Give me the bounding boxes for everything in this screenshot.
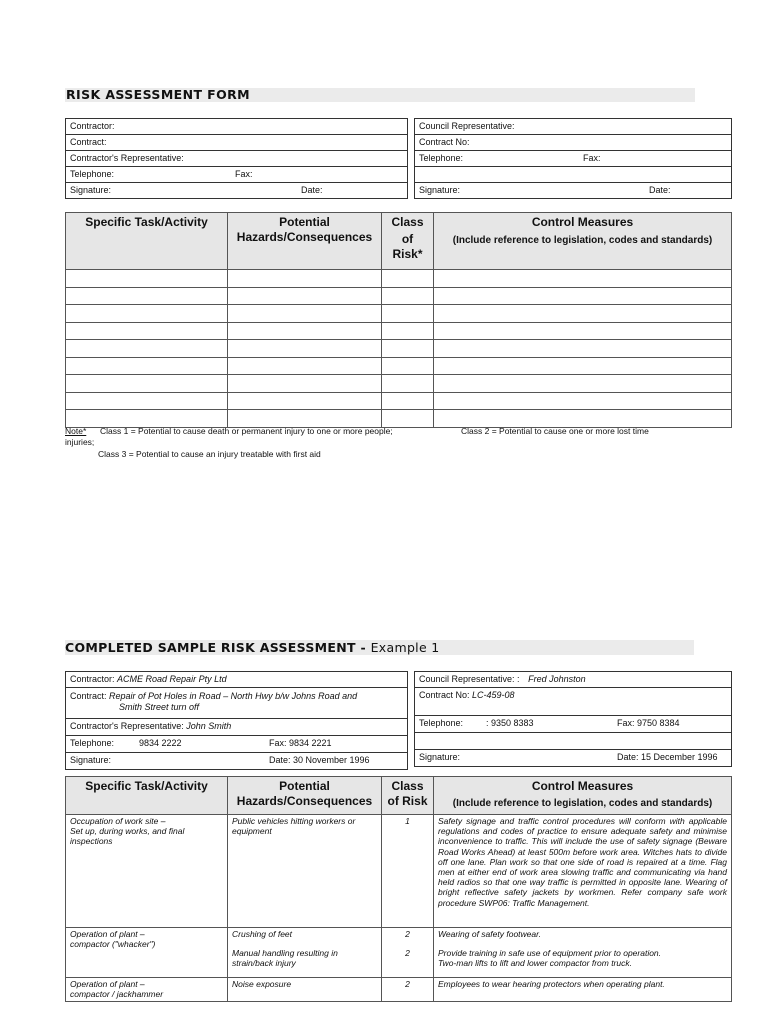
contract-field[interactable]	[66, 135, 408, 151]
task-cell[interactable]	[66, 287, 228, 305]
task-line1: Operation of plant –	[70, 929, 145, 939]
table-row	[66, 928, 732, 978]
hazard-cell[interactable]	[228, 270, 382, 288]
sample-rep-field[interactable]	[66, 719, 408, 736]
sample-signature-label: Signature:	[70, 755, 112, 765]
sample-telephone-field[interactable]	[66, 736, 408, 753]
table-row	[66, 815, 732, 928]
sample-header-control: Control Measures (Include reference to legislation, codes and standards)	[434, 777, 732, 815]
sample-contractor-field[interactable]	[66, 672, 408, 688]
control-text-2a: Provide training in safe use of equipment prior to operation.	[438, 948, 662, 959]
sample-council-value: Fred Johnston	[528, 674, 586, 684]
control-text-2b: Two-man lifts to lift and lower compactor from truck.	[438, 958, 632, 969]
sample-contract-value-2: Smith Street turn off	[119, 702, 200, 712]
risk-class-note	[65, 426, 735, 460]
hazard-cell[interactable]	[228, 340, 382, 358]
task-line1: Operation of plant –	[70, 979, 145, 989]
hazard-text-2: Manual handling resulting in strain/back injury	[232, 948, 338, 969]
sample-contractor-table	[65, 671, 408, 770]
council-rep-label: Council Representative:	[419, 121, 515, 131]
sample-contract-value-1: Repair of Pot Holes in Road – North Hwy b/w Johns Road and	[109, 691, 358, 701]
sample-contract-no-label: Contract No:	[419, 690, 473, 700]
sample-class-cell[interactable]	[382, 928, 434, 978]
council-telephone-field[interactable]	[415, 151, 732, 167]
council-rep-field[interactable]	[415, 119, 732, 135]
note-injuries: injuries;	[65, 437, 95, 447]
class-cell[interactable]	[382, 287, 434, 305]
class-cell[interactable]	[382, 410, 434, 428]
sample-council-date: Date: 15 December 1996	[617, 752, 718, 762]
task-line1: Occupation of work site –	[70, 816, 166, 826]
hazard-cell[interactable]	[228, 410, 382, 428]
control-cell[interactable]	[434, 392, 732, 410]
sample-signature-field[interactable]	[66, 753, 408, 770]
hazard-cell[interactable]	[228, 322, 382, 340]
sample-council-blank-field[interactable]	[415, 733, 732, 750]
class-cell[interactable]	[382, 357, 434, 375]
control-cell[interactable]	[434, 375, 732, 393]
class-cell[interactable]	[382, 305, 434, 323]
header-task: Specific Task/Activity	[66, 213, 228, 270]
class-cell[interactable]	[382, 392, 434, 410]
task-cell[interactable]	[66, 305, 228, 323]
task-line2: compactor / jackhammer	[70, 989, 164, 1000]
hazard-cell[interactable]	[228, 305, 382, 323]
council-signature-field[interactable]	[415, 183, 732, 199]
task-cell[interactable]	[66, 375, 228, 393]
note-class3: Class 3 = Potential to cause an injury treatable with first aid	[98, 449, 321, 459]
control-cell[interactable]	[434, 410, 732, 428]
sample-council-label: Council Representative: :	[419, 674, 520, 684]
sample-header-class: Class of Risk	[382, 777, 434, 815]
control-cell[interactable]	[434, 357, 732, 375]
signature-label: Signature:	[70, 185, 112, 195]
sample-contract-no-value: LC-459-08	[472, 690, 515, 700]
contractor-label: Contractor:	[70, 121, 115, 131]
table-row	[66, 410, 732, 428]
task-line2: Set up, during works, and final inspections	[70, 826, 185, 847]
sample-hazard-cell[interactable]	[228, 978, 382, 1002]
note-class1: Class 1 = Potential to cause death or permanent injury to one or more people;	[100, 426, 393, 436]
table-row	[66, 357, 732, 375]
task-line2: compactor ("whacker")	[70, 939, 156, 950]
hazard-text: Noise exposure	[232, 979, 292, 989]
task-cell[interactable]	[66, 392, 228, 410]
signature-field[interactable]	[66, 183, 408, 199]
sample-header-hazards: Potential Hazards/Consequences	[228, 777, 382, 815]
sample-hazard-cell[interactable]	[228, 815, 382, 928]
control-cell[interactable]	[434, 270, 732, 288]
table-row	[66, 270, 732, 288]
sample-class-cell[interactable]	[382, 978, 434, 1002]
sample-control-cell[interactable]	[434, 815, 732, 928]
hazard-text: Public vehicles hitting workers or equipment	[232, 816, 356, 837]
class-text-2: 2	[405, 948, 410, 959]
table-row	[66, 305, 732, 323]
contractor-rep-label: Contractor's Representative:	[70, 153, 184, 163]
hazard-cell[interactable]	[228, 357, 382, 375]
note-class2: Class 2 = Potential to cause one or more lost time	[461, 426, 649, 436]
contract-no-label: Contract No:	[419, 137, 470, 147]
sample-table-header	[66, 777, 732, 815]
contractor-rep-field[interactable]	[66, 151, 408, 167]
control-cell[interactable]	[434, 322, 732, 340]
date-label: Date:	[301, 185, 323, 195]
sample-fax: Fax: 9834 2221	[269, 738, 332, 748]
sample-telephone-value: 9834 2222	[139, 738, 182, 748]
sample-council-telephone-label: Telephone:	[419, 718, 464, 728]
sample-telephone-label: Telephone:	[70, 738, 115, 748]
note-label: Note*	[65, 426, 87, 436]
table-row	[66, 375, 732, 393]
sample-rep-label: Contractor's Representative:	[70, 721, 187, 731]
control-text: Safety signage and traffic control procedures will conform with applicable regulations and codes of practice to ensure adequate safety and minimise inconvenience to traffic. This will include the use of safety signage (Beware Road Works Ahead) at least 500m before work area. Witches hats to divide off one lane. Plan work so that one side of road is repaired at a time. Flag men at either end of work area slowing traffic and communicating via hand held radios so that one way traffic is permitted in opposite lane. Wearing of bright reflective safety jackets by workmen. Refer company safe work procedure SWP06: Traffic Management.	[438, 816, 727, 908]
table-row	[66, 392, 732, 410]
form-title	[65, 88, 695, 102]
fax-label: Fax:	[235, 169, 253, 179]
control-text: Employees to wear hearing protectors when operating plant.	[438, 979, 665, 989]
sample-task-cell[interactable]	[66, 815, 228, 928]
sample-contract-no-field[interactable]	[415, 688, 732, 716]
sample-council-rep-field[interactable]	[415, 672, 732, 688]
risk-table	[65, 212, 732, 428]
control-cell[interactable]	[434, 340, 732, 358]
table-row	[66, 340, 732, 358]
sample-hazard-cell[interactable]	[228, 928, 382, 978]
class-cell[interactable]	[382, 270, 434, 288]
sample-control-cell[interactable]	[434, 978, 732, 1002]
sample-contractor-value: ACME Road Repair Pty Ltd	[117, 674, 227, 684]
sample-rep-value: John Smith	[186, 721, 232, 731]
form-council-table	[414, 118, 732, 199]
control-cell[interactable]	[434, 287, 732, 305]
hazard-text: Crushing of feet	[232, 929, 293, 939]
task-cell[interactable]	[66, 357, 228, 375]
sample-contract-label: Contract:	[70, 691, 110, 701]
sample-header-task: Specific Task/Activity	[66, 777, 228, 815]
class-text: 1	[405, 816, 410, 826]
telephone-field[interactable]	[66, 167, 408, 183]
task-cell[interactable]	[66, 270, 228, 288]
council-date-label: Date:	[649, 185, 671, 195]
table-row	[66, 978, 732, 1002]
contract-no-field[interactable]	[415, 135, 732, 151]
sample-task-cell[interactable]	[66, 928, 228, 978]
sample-class-cell[interactable]	[382, 815, 434, 928]
council-fax-label: Fax:	[583, 153, 601, 163]
sample-council-telephone-value: : 9350 8383	[486, 718, 534, 728]
contract-label: Contract:	[70, 137, 107, 147]
control-cell[interactable]	[434, 305, 732, 323]
sample-title-text: COMPLETED SAMPLE RISK ASSESSMENT -	[65, 640, 371, 655]
sample-contractor-label: Contractor:	[70, 674, 118, 684]
telephone-label: Telephone:	[70, 169, 115, 179]
council-signature-label: Signature:	[419, 185, 461, 195]
council-blank-field[interactable]	[415, 167, 732, 183]
contractor-field[interactable]	[66, 119, 408, 135]
form-contractor-table	[65, 118, 408, 199]
table-row	[66, 322, 732, 340]
task-cell[interactable]	[66, 340, 228, 358]
header-hazards: Potential Hazards/Consequences	[228, 213, 382, 270]
sample-council-signature-field[interactable]	[415, 750, 732, 767]
council-telephone-label: Telephone:	[419, 153, 464, 163]
sample-title	[65, 640, 694, 655]
control-text: Wearing of safety footwear.	[438, 929, 541, 939]
class-text: 2	[405, 979, 410, 989]
sample-risk-table	[65, 776, 732, 1002]
hazard-cell[interactable]	[228, 392, 382, 410]
sample-council-telephone-field[interactable]	[415, 716, 732, 733]
form-title-text: RISK ASSESSMENT FORM	[66, 87, 250, 102]
task-cell[interactable]	[66, 410, 228, 428]
task-cell[interactable]	[66, 322, 228, 340]
class-cell[interactable]	[382, 375, 434, 393]
class-text: 2	[405, 929, 410, 939]
sample-task-cell[interactable]	[66, 978, 228, 1002]
hazard-cell[interactable]	[228, 375, 382, 393]
table-row	[66, 287, 732, 305]
hazard-cell[interactable]	[228, 287, 382, 305]
risk-table-header	[66, 213, 732, 270]
sample-council-fax: Fax: 9750 8384	[617, 718, 680, 728]
class-cell[interactable]	[382, 340, 434, 358]
sample-council-table	[414, 671, 732, 767]
sample-control-cell[interactable]	[434, 928, 732, 978]
sample-contract-field[interactable]	[66, 688, 408, 719]
header-class: Class of Risk*	[382, 213, 434, 270]
sample-council-signature-label: Signature:	[419, 752, 461, 762]
sample-title-example: Example 1	[370, 640, 440, 655]
sample-date: Date: 30 November 1996	[269, 755, 370, 765]
class-cell[interactable]	[382, 322, 434, 340]
header-control: Control Measures (Include reference to legislation, codes and standards)	[434, 213, 732, 270]
